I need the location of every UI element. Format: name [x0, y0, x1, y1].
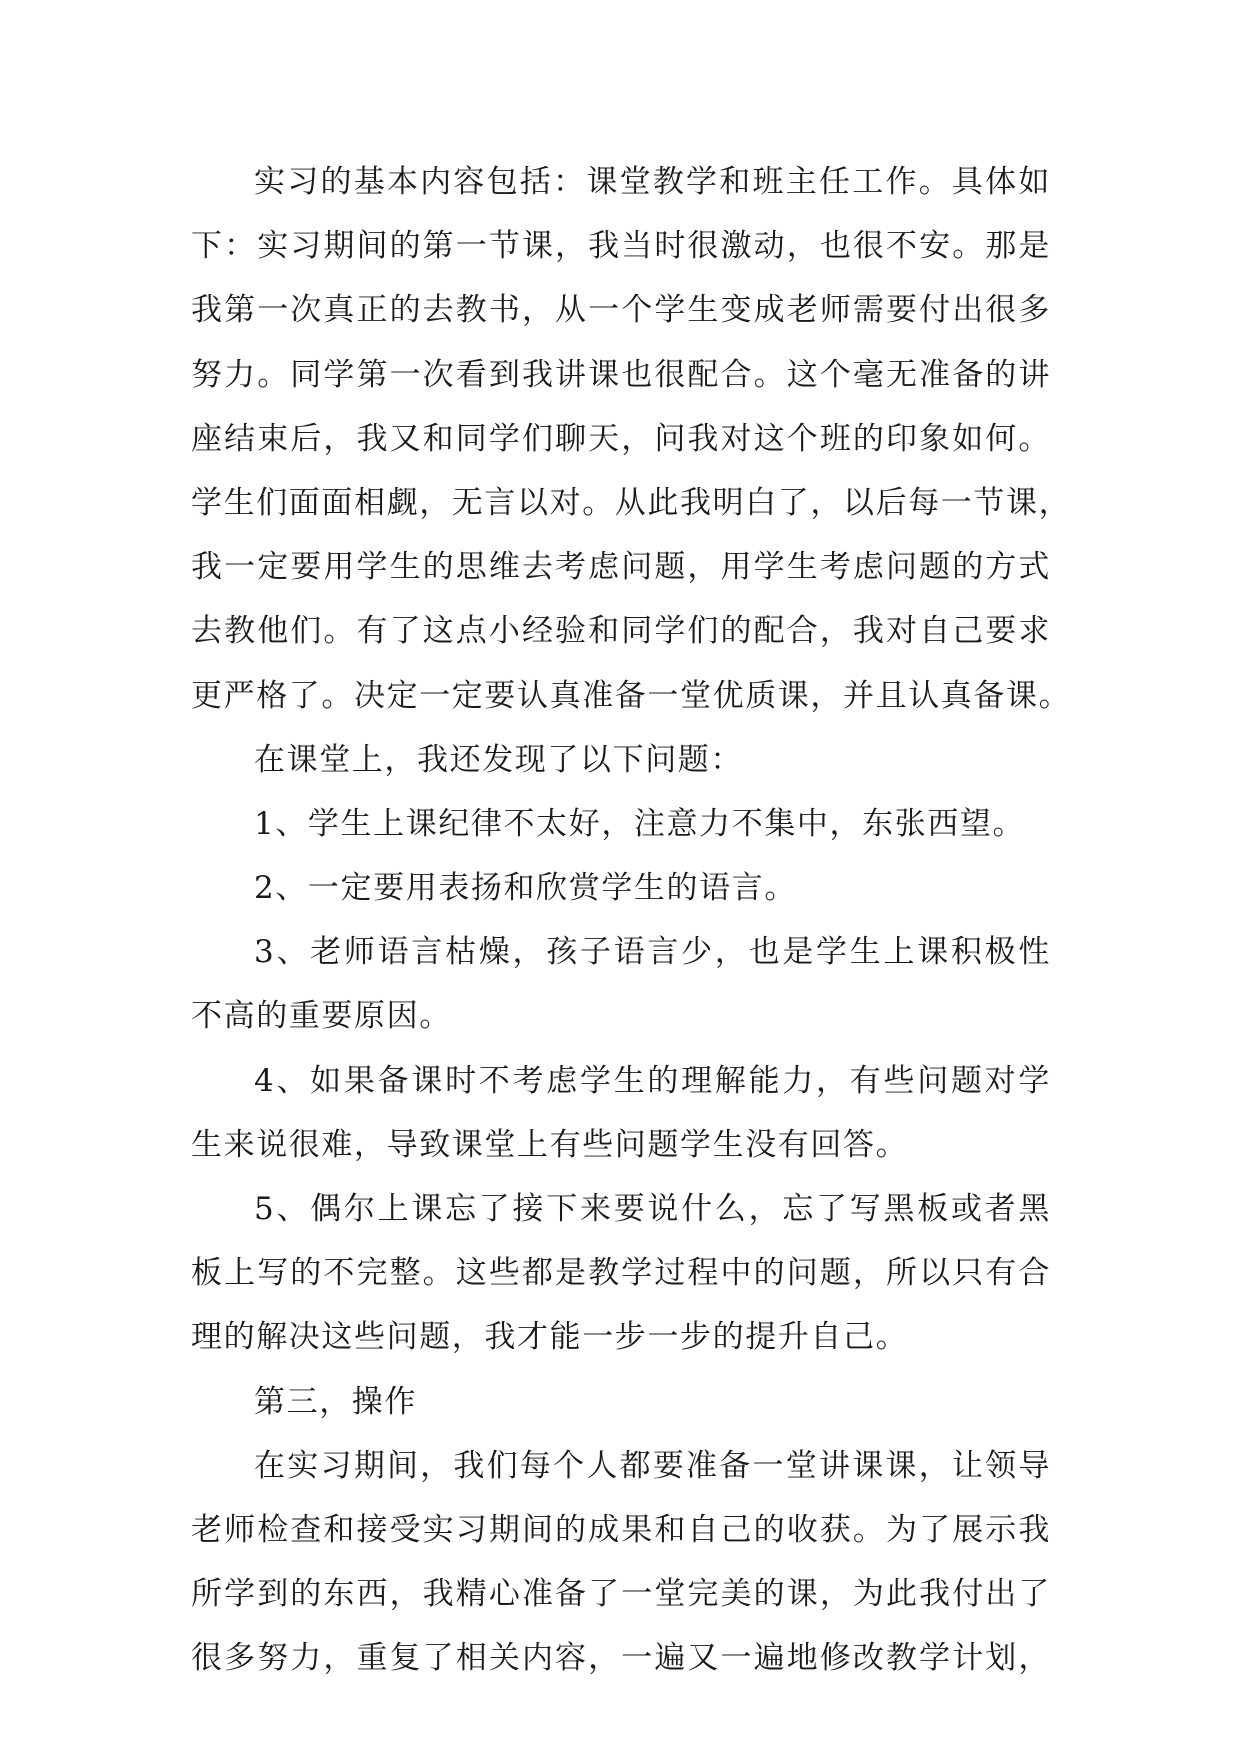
paragraph-line: 更严格了。决定一定要认真准备一堂优质课，并且认真备课。 [191, 677, 1072, 714]
paragraph-line: 去教他们。有了这点小经验和同学们的配合，我对自己要求 [191, 613, 1051, 650]
list-item: 2、一定要用表扬和欣赏学生的语言。 [254, 870, 797, 907]
paragraph-line: 下：实习期间的第一节课，我当时很激动，也很不安。那是 [191, 228, 1051, 265]
list-item: 4、如果备课时不考虑学生的理解能力，有些问题对学 [254, 1062, 1051, 1099]
paragraph-line: 学生们面面相觑，无言以对。从此我明白了，以后每一节课， [191, 484, 1072, 521]
paragraph-line: 在实习期间，我们每个人都要准备一堂讲课课，让领导 [254, 1447, 1051, 1484]
paragraph-line: 努力。同学第一次看到我讲课也很配合。这个毫无准备的讲 [191, 356, 1051, 393]
paragraph-line: 我一定要用学生的思维去考虑问题，用学生考虑问题的方式 [191, 549, 1051, 586]
paragraph-line: 所学到的东西，我精心准备了一堂完美的课，为此我付出了 [191, 1576, 1051, 1613]
list-item: 3、老师语言枯燥，孩子语言少，也是学生上课积极性 [254, 934, 1051, 971]
list-item-continuation: 理的解决这些问题，我才能一步一步的提升自己。 [191, 1319, 909, 1356]
document-body [191, 150, 1072, 1691]
paragraph-line: 实习的基本内容包括：课堂教学和班主任工作。具体如 [254, 164, 1051, 200]
list-item-continuation: 不高的重要原因。 [191, 998, 452, 1035]
list-item: 1、学生上课纪律不太好，注意力不集中，东张西望。 [254, 805, 1026, 842]
paragraph-line: 我第一次真正的去教书，从一个学生变成老师需要付出很多 [191, 292, 1051, 329]
paragraph-line: 座结束后，我又和同学们聊天，问我对这个班的印象如何。 [191, 420, 1051, 457]
list-item-continuation: 生来说很难，导致课堂上有些问题学生没有回答。 [191, 1126, 909, 1163]
list-item: 5、偶尔上课忘了接下来要说什么，忘了写黑板或者黑 [254, 1191, 1051, 1227]
paragraph-line: 很多努力，重复了相关内容，一遍又一遍地修改教学计划， [191, 1640, 1051, 1677]
list-item-continuation: 板上写的不完整。这些都是教学过程中的问题，所以只有合 [191, 1255, 1051, 1292]
paragraph-line: 在课堂上，我还发现了以下问题： [254, 741, 743, 778]
section-heading: 第三，操作 [254, 1383, 417, 1420]
paragraph-line: 老师检查和接受实习期间的成果和自己的收获。为了展示我 [191, 1511, 1051, 1548]
